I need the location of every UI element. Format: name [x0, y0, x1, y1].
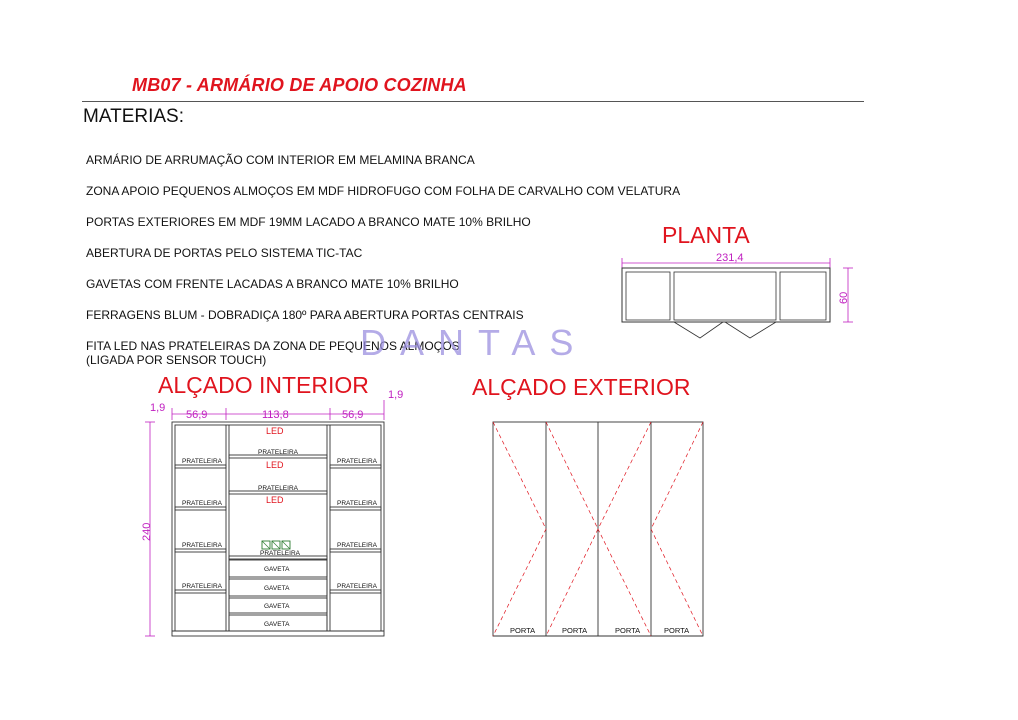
door-label: PORTA [562, 626, 588, 635]
shelf-label: PRATELEIRA [258, 449, 298, 456]
watermark-logo: DANTAS [360, 322, 588, 363]
drawer-label: GAVETA [264, 603, 290, 610]
spec-item: ABERTURA DE PORTAS PELO SISTEMA TIC-TAC [86, 246, 363, 260]
led-label: LED [266, 495, 284, 505]
plan-depth-dimension: 60 [838, 291, 850, 304]
door-label: PORTA [615, 626, 641, 635]
exterior-elevation-heading: ALÇADO EXTERIOR [472, 374, 691, 400]
left-column-dimension: 56,9 [186, 409, 208, 421]
document-title: MB07 - ARMÁRIO DE APOIO COZINHA [132, 75, 467, 95]
interior-elevation [145, 400, 384, 636]
door-label: PORTA [664, 626, 690, 635]
center-column-dimension: 113,8 [262, 409, 289, 421]
shelf-label: PRATELEIRA [182, 542, 222, 549]
plan-view [622, 258, 853, 338]
shelf-label: PRATELEIRA [337, 500, 377, 507]
shelf-label: PRATELEIRA [182, 583, 222, 590]
spec-item: ARMÁRIO DE ARRUMAÇÃO COM INTERIOR EM MELAMINA BRANCA [86, 153, 475, 167]
interior-elevation-heading: ALÇADO INTERIOR [158, 372, 369, 398]
shelf-label: PRATELEIRA [260, 550, 300, 557]
exterior-elevation [493, 422, 703, 636]
plan-heading: PLANTA [662, 222, 750, 248]
led-label: LED [266, 460, 284, 470]
spec-item: GAVETAS COM FRENTE LACADAS A BRANCO MATE 10% BRILHO [86, 277, 459, 291]
led-label: LED [266, 426, 284, 436]
drawer-label: GAVETA [264, 585, 290, 592]
door-label: PORTA [510, 626, 536, 635]
side-panel-dimension: 1,9 [388, 389, 404, 401]
spec-item: PORTAS EXTERIORES EM MDF 19MM LACADO A BRANCO MATE 10% BRILHO [86, 215, 531, 229]
drawer-label: GAVETA [264, 621, 290, 628]
shelf-label: PRATELEIRA [182, 458, 222, 465]
right-column-dimension: 56,9 [342, 409, 364, 421]
interior-height-dimension: 240 [141, 522, 153, 541]
shelf-label: PRATELEIRA [258, 485, 298, 492]
materials-heading: MATERIAS: [83, 106, 184, 127]
spec-line: FITA LED NAS PRATELEIRAS DA ZONA DE PEQUENOS ALMOÇOS [86, 339, 460, 353]
side-panel-dimension: 1,9 [150, 402, 166, 414]
drawer-label: GAVETA [264, 566, 290, 573]
shelf-label: PRATELEIRA [182, 500, 222, 507]
spec-item: ZONA APOIO PEQUENOS ALMOÇOS EM MDF HIDROFUGO COM FOLHA DE CARVALHO COM VELATURA [86, 184, 681, 198]
shelf-label: PRATELEIRA [337, 458, 377, 465]
spec-line: (LIGADA POR SENSOR TOUCH) [86, 353, 267, 367]
spec-item: FERRAGENS BLUM - DOBRADIÇA 180º PARA ABERTURA PORTAS CENTRAIS [86, 308, 524, 322]
plan-width-dimension: 231,4 [716, 252, 744, 264]
shelf-label: PRATELEIRA [337, 542, 377, 549]
shelf-label: PRATELEIRA [337, 583, 377, 590]
